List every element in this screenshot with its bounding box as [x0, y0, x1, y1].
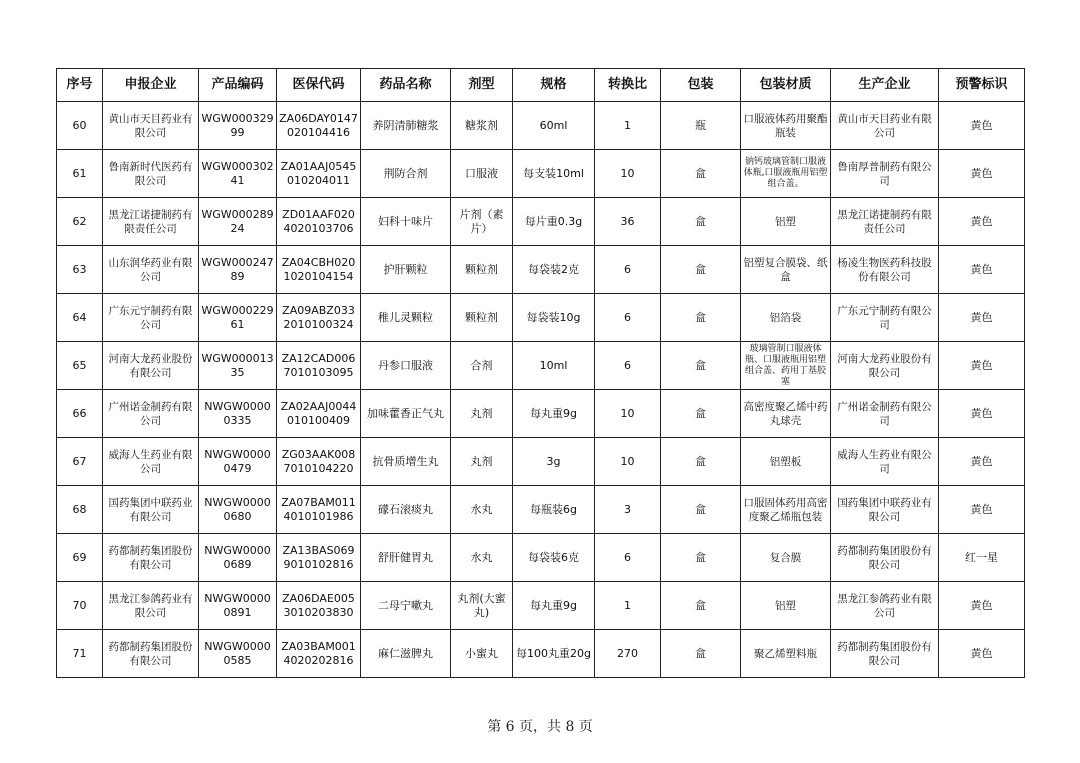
table-row: [57, 342, 1025, 390]
cell-manufacturer: 国药集团中联药业有限公司: [831, 486, 939, 534]
cell-package: 盒: [661, 198, 741, 246]
cell-package: 盒: [661, 390, 741, 438]
cell-drug-name: 抗骨质增生丸: [361, 438, 451, 486]
cell-company: 黄山市天目药业有限公司: [103, 102, 199, 150]
cell-pack-mat: 铝箔袋: [741, 294, 831, 342]
column-header-pack-mat: 包装材质: [741, 69, 831, 102]
column-header-company: 申报企业: [103, 69, 199, 102]
cell-no: 63: [57, 246, 103, 294]
cell-company: 黑龙江诺捷制药有限责任公司: [103, 198, 199, 246]
cell-package: 盒: [661, 486, 741, 534]
cell-ratio: 6: [595, 534, 661, 582]
cell-warning: 黄色: [939, 150, 1025, 198]
cell-manufacturer: 广州诺金制药有限公司: [831, 390, 939, 438]
cell-insurance-code: ZA13BAS0699010102816: [277, 534, 361, 582]
cell-product-code: NWGW00000585: [199, 630, 277, 678]
cell-spec: 每支装10ml: [513, 150, 595, 198]
cell-spec: 10ml: [513, 342, 595, 390]
cell-dosage-form: 颗粒剂: [451, 294, 513, 342]
cell-package: 盒: [661, 342, 741, 390]
cell-spec: 每袋装10g: [513, 294, 595, 342]
cell-manufacturer: 杨凌生物医药科技股份有限公司: [831, 246, 939, 294]
cell-company: 广东元宁制药有限公司: [103, 294, 199, 342]
cell-package: 盒: [661, 294, 741, 342]
table-row: [57, 246, 1025, 294]
cell-manufacturer: 威海人生药业有限公司: [831, 438, 939, 486]
cell-product-code: WGW00032999: [199, 102, 277, 150]
cell-no: 70: [57, 582, 103, 630]
cell-ratio: 6: [595, 342, 661, 390]
cell-drug-name: 加味藿香正气丸: [361, 390, 451, 438]
cell-manufacturer: 药都制药集团股份有限公司: [831, 534, 939, 582]
cell-dosage-form: 丸剂(大蜜丸): [451, 582, 513, 630]
column-header-dosage-form: 剂型: [451, 69, 513, 102]
cell-pack-mat: 铝塑: [741, 582, 831, 630]
cell-dosage-form: 糖浆剂: [451, 102, 513, 150]
cell-drug-name: 舒肝健胃丸: [361, 534, 451, 582]
cell-package: 盒: [661, 534, 741, 582]
cell-spec: 每袋装2克: [513, 246, 595, 294]
cell-warning: 黄色: [939, 102, 1025, 150]
cell-pack-mat: 钠钙玻璃管制口服液体瓶,口服液瓶用铝塑组合盖。: [741, 150, 831, 198]
cell-no: 64: [57, 294, 103, 342]
cell-ratio: 6: [595, 294, 661, 342]
cell-ratio: 1: [595, 582, 661, 630]
cell-pack-mat: 铝塑复合膜袋、纸盒: [741, 246, 831, 294]
cell-drug-name: 二母宁嗽丸: [361, 582, 451, 630]
table-row: [57, 102, 1025, 150]
cell-pack-mat: 口服固体药用高密度聚乙烯瓶包装: [741, 486, 831, 534]
cell-pack-mat: 聚乙烯塑料瓶: [741, 630, 831, 678]
cell-warning: 黄色: [939, 486, 1025, 534]
cell-no: 66: [57, 390, 103, 438]
cell-ratio: 1: [595, 102, 661, 150]
cell-insurance-code: ZA01AAJ0545010204011: [277, 150, 361, 198]
cell-spec: 每片重0.3g: [513, 198, 595, 246]
cell-manufacturer: 广东元宁制药有限公司: [831, 294, 939, 342]
cell-warning: 黄色: [939, 246, 1025, 294]
cell-drug-name: 妇科十味片: [361, 198, 451, 246]
cell-drug-name: 麻仁滋脾丸: [361, 630, 451, 678]
cell-product-code: WGW00001335: [199, 342, 277, 390]
cell-pack-mat: 复合膜: [741, 534, 831, 582]
cell-warning: 黄色: [939, 438, 1025, 486]
table-row: [57, 534, 1025, 582]
cell-product-code: NWGW00000479: [199, 438, 277, 486]
cell-product-code: NWGW00000689: [199, 534, 277, 582]
cell-dosage-form: 丸剂: [451, 390, 513, 438]
cell-ratio: 36: [595, 198, 661, 246]
cell-dosage-form: 合剂: [451, 342, 513, 390]
cell-dosage-form: 水丸: [451, 486, 513, 534]
cell-ratio: 10: [595, 390, 661, 438]
cell-product-code: WGW00030241: [199, 150, 277, 198]
cell-dosage-form: 水丸: [451, 534, 513, 582]
cell-no: 60: [57, 102, 103, 150]
cell-package: 盒: [661, 150, 741, 198]
cell-no: 65: [57, 342, 103, 390]
cell-drug-name: 养阴清肺糖浆: [361, 102, 451, 150]
cell-product-code: WGW00022961: [199, 294, 277, 342]
cell-insurance-code: ZG03AAK0087010104220: [277, 438, 361, 486]
cell-insurance-code: ZA07BAM0114010101986: [277, 486, 361, 534]
cell-company: 广州诺金制药有限公司: [103, 390, 199, 438]
cell-spec: 60ml: [513, 102, 595, 150]
cell-no: 68: [57, 486, 103, 534]
cell-no: 62: [57, 198, 103, 246]
cell-warning: 黄色: [939, 198, 1025, 246]
drug-list-table: [56, 68, 1025, 678]
cell-company: 威海人生药业有限公司: [103, 438, 199, 486]
cell-ratio: 3: [595, 486, 661, 534]
cell-insurance-code: ZA02AAJ0044010100409: [277, 390, 361, 438]
page-footer: 第 6 页，共 8 页: [487, 719, 593, 735]
cell-company: 河南大龙药业股份有限公司: [103, 342, 199, 390]
cell-insurance-code: ZA03BAM0014020202816: [277, 630, 361, 678]
cell-product-code: NWGW00000335: [199, 390, 277, 438]
cell-pack-mat: 口服液体药用聚酯瓶装: [741, 102, 831, 150]
column-header-package: 包装: [661, 69, 741, 102]
cell-warning: 黄色: [939, 390, 1025, 438]
cell-manufacturer: 鲁南厚普制药有限公司: [831, 150, 939, 198]
cell-dosage-form: 口服液: [451, 150, 513, 198]
cell-pack-mat: 高密度聚乙烯中药丸球壳: [741, 390, 831, 438]
cell-dosage-form: 小蜜丸: [451, 630, 513, 678]
table-row: [57, 630, 1025, 678]
cell-warning: 黄色: [939, 342, 1025, 390]
column-header-drug-name: 药品名称: [361, 69, 451, 102]
table-header-row: [57, 69, 1025, 102]
cell-insurance-code: ZA04CBH0201020104154: [277, 246, 361, 294]
cell-pack-mat: 玻璃管制口服液体瓶、口服液瓶用铝塑组合盖、药用丁基胶塞: [741, 342, 831, 390]
column-header-manufacturer: 生产企业: [831, 69, 939, 102]
cell-insurance-code: ZA06DAE0053010203830: [277, 582, 361, 630]
cell-company: 药都制药集团股份有限公司: [103, 630, 199, 678]
cell-drug-name: 护肝颗粒: [361, 246, 451, 294]
cell-ratio: 10: [595, 150, 661, 198]
cell-pack-mat: 铝塑板: [741, 438, 831, 486]
cell-spec: 每100丸重20g: [513, 630, 595, 678]
column-header-ratio: 转换比: [595, 69, 661, 102]
cell-spec: 每瓶装6g: [513, 486, 595, 534]
cell-product-code: WGW00028924: [199, 198, 277, 246]
cell-spec: 每丸重9g: [513, 390, 595, 438]
table-row: [57, 294, 1025, 342]
column-header-spec: 规格: [513, 69, 595, 102]
cell-dosage-form: 丸剂: [451, 438, 513, 486]
cell-drug-name: 稚儿灵颗粒: [361, 294, 451, 342]
cell-manufacturer: 河南大龙药业股份有限公司: [831, 342, 939, 390]
cell-ratio: 270: [595, 630, 661, 678]
column-header-insurance-code: 医保代码: [277, 69, 361, 102]
cell-product-code: NWGW00000891: [199, 582, 277, 630]
cell-no: 67: [57, 438, 103, 486]
table-row: [57, 486, 1025, 534]
table-row: [57, 390, 1025, 438]
cell-spec: 每袋装6克: [513, 534, 595, 582]
cell-product-code: NWGW00000680: [199, 486, 277, 534]
table-row: [57, 438, 1025, 486]
cell-warning: 黄色: [939, 294, 1025, 342]
cell-company: 黑龙江参鸽药业有限公司: [103, 582, 199, 630]
column-header-warning: 预警标识: [939, 69, 1025, 102]
cell-company: 药都制药集团股份有限公司: [103, 534, 199, 582]
cell-insurance-code: ZA12CAD0067010103095: [277, 342, 361, 390]
cell-no: 71: [57, 630, 103, 678]
cell-warning: 黄色: [939, 630, 1025, 678]
cell-warning: 红一星: [939, 534, 1025, 582]
cell-company: 山东润华药业有限公司: [103, 246, 199, 294]
cell-company: 鲁南新时代医药有限公司: [103, 150, 199, 198]
cell-manufacturer: 黑龙江诺捷制药有限责任公司: [831, 198, 939, 246]
cell-insurance-code: ZD01AAF0204020103706: [277, 198, 361, 246]
cell-no: 69: [57, 534, 103, 582]
cell-spec: 3g: [513, 438, 595, 486]
cell-dosage-form: 颗粒剂: [451, 246, 513, 294]
cell-pack-mat: 铝塑: [741, 198, 831, 246]
cell-drug-name: 荆防合剂: [361, 150, 451, 198]
cell-drug-name: 礞石滚痰丸: [361, 486, 451, 534]
cell-ratio: 6: [595, 246, 661, 294]
table-row: [57, 582, 1025, 630]
cell-package: 瓶: [661, 102, 741, 150]
cell-manufacturer: 黑龙江参鸽药业有限公司: [831, 582, 939, 630]
table-row: [57, 150, 1025, 198]
cell-ratio: 10: [595, 438, 661, 486]
cell-spec: 每丸重9g: [513, 582, 595, 630]
cell-no: 61: [57, 150, 103, 198]
cell-manufacturer: 药都制药集团股份有限公司: [831, 630, 939, 678]
cell-package: 盒: [661, 246, 741, 294]
cell-package: 盒: [661, 582, 741, 630]
column-header-no: 序号: [57, 69, 103, 102]
column-header-product-code: 产品编码: [199, 69, 277, 102]
cell-insurance-code: ZA09ABZ0332010100324: [277, 294, 361, 342]
cell-manufacturer: 黄山市天目药业有限公司: [831, 102, 939, 150]
cell-company: 国药集团中联药业有限公司: [103, 486, 199, 534]
table-row: [57, 198, 1025, 246]
cell-insurance-code: ZA06DAY0147020104416: [277, 102, 361, 150]
cell-warning: 黄色: [939, 582, 1025, 630]
cell-drug-name: 丹参口服液: [361, 342, 451, 390]
cell-product-code: WGW00024789: [199, 246, 277, 294]
cell-package: 盒: [661, 630, 741, 678]
cell-package: 盒: [661, 438, 741, 486]
cell-dosage-form: 片剂（素片）: [451, 198, 513, 246]
